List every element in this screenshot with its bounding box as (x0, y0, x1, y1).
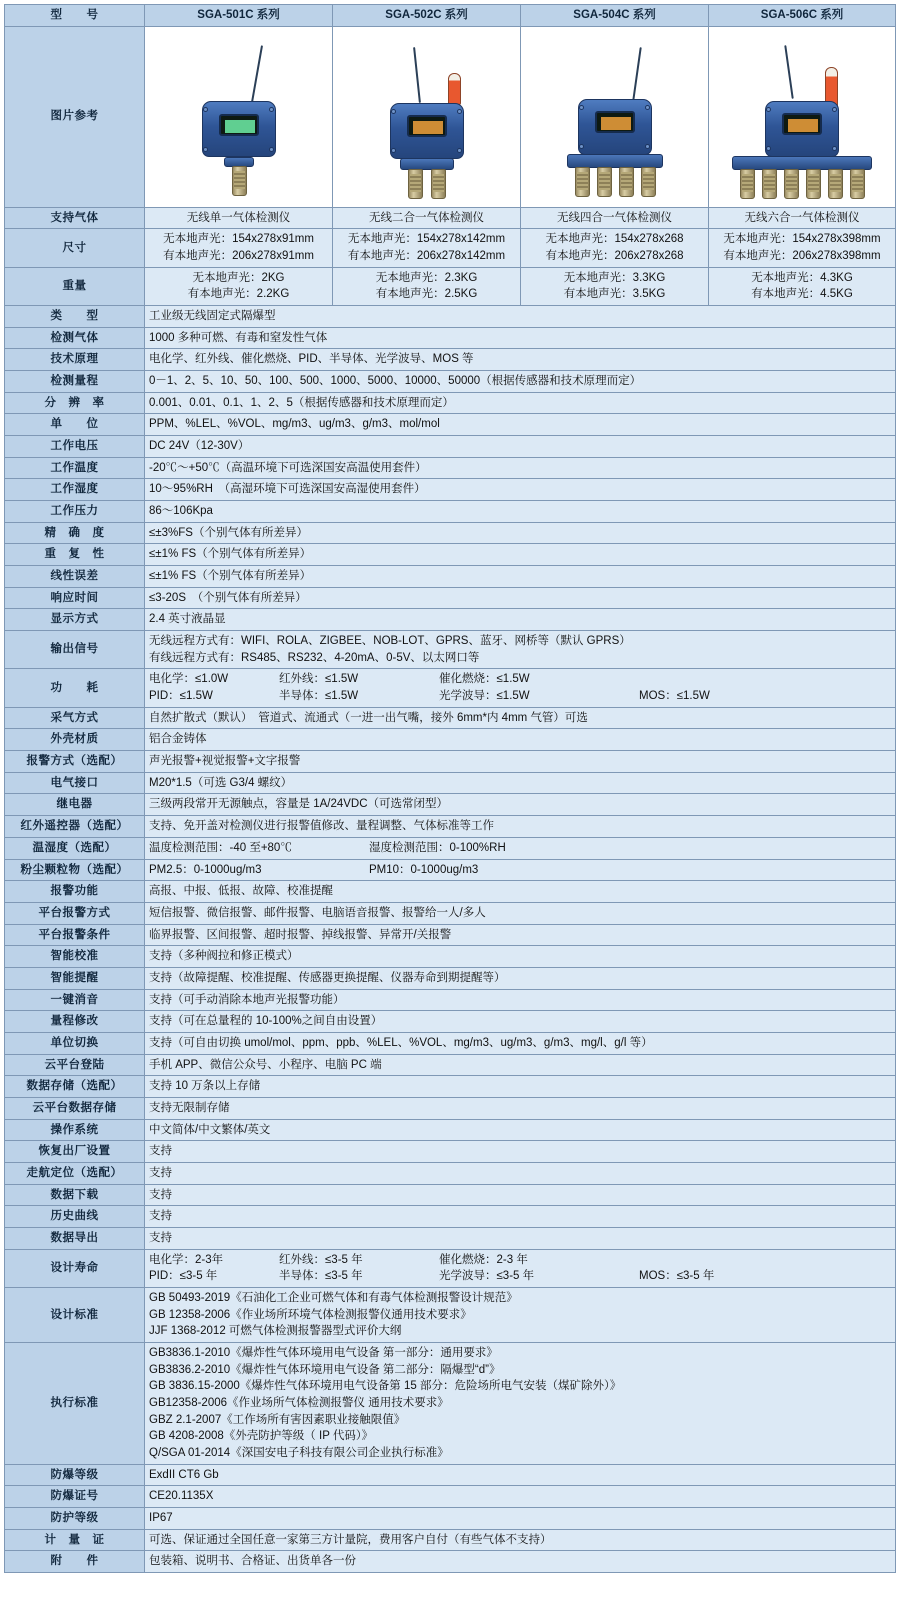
table-row-operating-system (5, 1119, 896, 1141)
cell-housing-material: 铝合金铸体 (145, 729, 896, 751)
row-label-weight: 重量 (5, 267, 145, 305)
size-4-with-local-alarm: 有本地声光：206x278x398mm (723, 250, 881, 263)
table-row-display (5, 609, 896, 631)
table-row-image-reference (5, 26, 896, 207)
table-row-pressure (5, 501, 896, 523)
cell-unit: PPM、%LEL、%VOL、mg/m3、ug/m3、g/m3、mol/mol (145, 414, 896, 436)
table-row-platform-alarm-mode (5, 902, 896, 924)
table-row-unit-switch (5, 1032, 896, 1054)
life-mos: MOS：≤3-5 年 (639, 1270, 715, 1283)
cell-weight-2 (333, 267, 521, 305)
row-label-dust-option: 粉尘颗粒物（选配） (5, 859, 145, 881)
cell-accuracy: ≤±3%FS（个别气体有所差异） (145, 522, 896, 544)
table-row-dust-option (5, 859, 896, 881)
row-label-pressure: 工作压力 (5, 501, 145, 523)
row-label-repeatability: 重 复 性 (5, 544, 145, 566)
row-label-unit-switch: 单位切换 (5, 1032, 145, 1054)
row-label-voltage: 工作电压 (5, 436, 145, 458)
row-label-range-modification: 量程修改 (5, 1011, 145, 1033)
row-label-size: 尺寸 (5, 229, 145, 267)
cell-response-time: ≤3-20S （个别气体有所差异） (145, 587, 896, 609)
row-label-accessories: 附 件 (5, 1551, 145, 1573)
cell-output-signal (145, 631, 896, 669)
row-label: 型 号 (5, 5, 145, 27)
table-row-temp-humidity-option (5, 837, 896, 859)
cell-ip-rating: IP67 (145, 1508, 896, 1530)
table-row-linearity (5, 566, 896, 588)
table-row-supported-gas (5, 207, 896, 229)
row-label-execution-standards: 执行标准 (5, 1342, 145, 1464)
cell-resolution: 0.001、0.01、0.1、1、2、5（根据传感器和技术原理而定） (145, 392, 896, 414)
row-label-ir-remote: 红外遥控器（选配） (5, 816, 145, 838)
row-label-range: 检测量程 (5, 371, 145, 393)
row-label-ex-rating: 防爆等级 (5, 1464, 145, 1486)
life-catalytic: 催化燃烧：2-3 年 (439, 1253, 528, 1266)
table-row-smart-calibration (5, 946, 896, 968)
row-label-housing-material: 外壳材质 (5, 729, 145, 751)
cell-range-modification: 支持（可在总量程的 10-100%之间自由设置） (145, 1011, 896, 1033)
size-4-no-local-alarm: 无本地声光：154x278x398mm (723, 233, 881, 246)
table-row-ir-remote (5, 816, 896, 838)
table-row-alarm-functions (5, 881, 896, 903)
cell-smart-calibration: 支持（多种阀拉和修正模式） (145, 946, 896, 968)
row-label-smart-reminder: 智能提醒 (5, 967, 145, 989)
cell-weight-4 (709, 267, 896, 305)
temp-range: 温度检测范围：-40 至+80℃ (149, 841, 292, 854)
row-label-resolution: 分 辨 率 (5, 392, 145, 414)
cell-platform-alarm-mode: 短信报警、微信报警、邮件报警、电脑语音报警、报警给一人/多人 (145, 902, 896, 924)
execution-standard-line: GB3836.2-2010《爆炸性气体环境用电气设备 第二部分：隔爆型“d”》 (149, 1363, 501, 1376)
cell-platform-alarm-conditions: 临界报警、区间报警、超时报警、掉线报警、异常开/关报警 (145, 924, 896, 946)
weight-3-with-local-alarm: 有本地声光：3.5KG (563, 288, 666, 301)
table-row-humidity (5, 479, 896, 501)
table-row-one-key-mute (5, 989, 896, 1011)
row-label-electrical-interface: 电气接口 (5, 772, 145, 794)
execution-standard-line: GB3836.1-2010《爆炸性气体环境用电气设备 第一部分：通用要求》 (149, 1346, 498, 1359)
table-row-platform-alarm-conditions (5, 924, 896, 946)
product-image-single-gas-detector (145, 26, 333, 207)
cell-design-life (145, 1249, 896, 1287)
cell-display: 2.4 英寸液晶显 (145, 609, 896, 631)
life-pid: PID：≤3-5 年 (149, 1270, 218, 1283)
cell-metrology-certificate: 可选、保证通过全国任意一家第三方计量院，费用客户自付（有些气体不支持） (145, 1529, 896, 1551)
power-mos: MOS：≤1.5W (639, 690, 710, 703)
table-row-history-curve (5, 1206, 896, 1228)
cell-history-curve: 支持 (145, 1206, 896, 1228)
life-semiconductor: 半导体：≤3-5 年 (279, 1270, 363, 1283)
table-row-mobile-positioning (5, 1162, 896, 1184)
cell-supported-gas-2: 无线二合一气体检测仪 (333, 207, 521, 229)
row-label-type: 类 型 (5, 306, 145, 328)
cell-design-standards (145, 1287, 896, 1342)
power-optical-waveguide: 光学波导：≤1.5W (439, 690, 530, 703)
table-row-accessories (5, 1551, 896, 1573)
row-label-technology: 技术原理 (5, 349, 145, 371)
cell-power-consumption (145, 669, 896, 707)
table-row-data-export (5, 1227, 896, 1249)
cell-detected-gas: 1000 多种可燃、有毒和窒发性气体 (145, 327, 896, 349)
row-label-image-reference: 图片参考 (5, 26, 145, 207)
row-label-linearity: 线性误差 (5, 566, 145, 588)
table-row-output-signal (5, 631, 896, 669)
table-row-factory-reset (5, 1141, 896, 1163)
cell-sampling: 自然扩散式（默认） 管道式、流通式（一进一出气嘴，接外 6mm*内 4mm 气管）可选 (145, 707, 896, 729)
row-label-detected-gas: 检测气体 (5, 327, 145, 349)
table-row-model-header (5, 5, 896, 27)
cell-dust-option (145, 859, 896, 881)
cell-size-4 (709, 229, 896, 267)
size-3-with-local-alarm: 有本地声光：206x278x268 (545, 250, 684, 263)
weight-1-no-local-alarm: 无本地声光：2KG (192, 271, 285, 284)
product-image-six-gas-detector (709, 26, 896, 207)
output-signal-wireless: 无线远程方式有：WIFI、ROLA、ZIGBEE、NOB-LOT、GPRS、蓝牙、网桥等（默认 GPRS） (149, 635, 631, 648)
weight-4-with-local-alarm: 有本地声光：4.5KG (751, 288, 853, 301)
size-2-no-local-alarm: 无本地声光：154x278x142mm (347, 233, 506, 246)
table-row-ip-rating (5, 1508, 896, 1530)
row-label-unit: 单 位 (5, 414, 145, 436)
cell-data-storage: 支持 10 万条以上存储 (145, 1076, 896, 1098)
design-life-line-2 (149, 1268, 891, 1285)
table-row-size (5, 229, 896, 267)
size-2-with-local-alarm: 有本地声光：206x278x142mm (347, 250, 506, 263)
power-infrared: 红外线：≤1.5W (279, 673, 359, 686)
cell-linearity: ≤±1% FS（个别气体有所差异） (145, 566, 896, 588)
row-label-data-storage: 数据存储（选配） (5, 1076, 145, 1098)
cell-relay: 三级两段常开无源触点，容量是 1A/24VDC（可选常闭型） (145, 794, 896, 816)
cell-voltage: DC 24V（12-30V） (145, 436, 896, 458)
cell-size-3 (521, 229, 709, 267)
design-standard-line: JJF 1368-2012 可燃气体检测报警器型式评价大纲 (149, 1325, 402, 1338)
cell-data-download: 支持 (145, 1184, 896, 1206)
table-row-cloud-storage (5, 1097, 896, 1119)
model-header-4: SGA-506C 系列 (709, 5, 896, 27)
cell-smart-reminder: 支持（故障提醒、校准提醒、传感器更换提醒、仪器寿命到期提醒等） (145, 967, 896, 989)
output-signal-wired: 有线远程方式有：RS485、RS232、4-20mA、0-5V、以太网口等 (149, 651, 480, 664)
row-label-temp-humidity-option: 温湿度（选配） (5, 837, 145, 859)
life-optical-waveguide: 光学波导：≤3-5 年 (439, 1270, 535, 1283)
table-row-design-life (5, 1249, 896, 1287)
row-label-sampling: 采气方式 (5, 707, 145, 729)
cell-alarm-mode: 声光报警+视觉报警+文字报警 (145, 751, 896, 773)
row-label-alarm-mode: 报警方式（选配） (5, 751, 145, 773)
size-1-no-local-alarm: 无本地声光：154x278x91mm (163, 233, 314, 246)
power-semiconductor: 半导体：≤1.5W (279, 690, 359, 703)
row-label-relay: 继电器 (5, 794, 145, 816)
table-row-metrology-certificate (5, 1529, 896, 1551)
cell-weight-1 (145, 267, 333, 305)
execution-standard-line: GBZ 2.1-2007《工作场所有害因素职业接触限值》 (149, 1413, 406, 1426)
table-row-alarm-mode (5, 751, 896, 773)
row-label-output-signal: 输出信号 (5, 631, 145, 669)
cell-factory-reset: 支持 (145, 1141, 896, 1163)
power-line-1 (149, 671, 891, 688)
table-row-smart-reminder (5, 967, 896, 989)
model-header-1: SGA-501C 系列 (145, 5, 333, 27)
cell-operating-system: 中文简体/中文繁体/英文 (145, 1119, 896, 1141)
cell-accessories: 包装箱、说明书、合格证、出货单各一份 (145, 1551, 896, 1573)
cell-one-key-mute: 支持（可手动消除本地声光报警功能） (145, 989, 896, 1011)
row-label-history-curve: 历史曲线 (5, 1206, 145, 1228)
humidity-range: 湿度检测范围：0-100%RH (369, 841, 506, 854)
table-row-ex-certificate (5, 1486, 896, 1508)
cell-data-export: 支持 (145, 1227, 896, 1249)
row-label-humidity: 工作湿度 (5, 479, 145, 501)
table-row-sampling (5, 707, 896, 729)
cell-temp-humidity-option (145, 837, 896, 859)
table-row-housing-material (5, 729, 896, 751)
table-row-design-standards (5, 1287, 896, 1342)
pm25-range: PM2.5：0-1000ug/m3 (149, 863, 262, 876)
cell-unit-switch: 支持（可自由切换 umol/mol、ppm、ppb、%LEL、%VOL、mg/m3、ug/m3、g/m3、mg/l、g/l 等） (145, 1032, 896, 1054)
table-row-ex-rating (5, 1464, 896, 1486)
weight-2-no-local-alarm: 无本地声光：2.3KG (375, 271, 478, 284)
cell-technology: 电化学、红外线、催化燃烧、PID、半导体、光学波导、MOS 等 (145, 349, 896, 371)
cell-pressure: 86～106Kpa (145, 501, 896, 523)
model-header-2: SGA-502C 系列 (333, 5, 521, 27)
cell-execution-standards (145, 1342, 896, 1464)
execution-standard-line: GB12358-2006《作业场所气体检测报警仪 通用技术要求》 (149, 1396, 449, 1409)
cell-supported-gas-3: 无线四合一气体检测仪 (521, 207, 709, 229)
cell-weight-3 (521, 267, 709, 305)
cell-ir-remote: 支持、免开盖对检测仪进行报警值修改、量程调整、气体标准等工作 (145, 816, 896, 838)
row-label-design-life: 设计寿命 (5, 1249, 145, 1287)
table-row-repeatability (5, 544, 896, 566)
product-image-dual-gas-detector (333, 26, 521, 207)
power-line-2 (149, 688, 891, 705)
row-label-supported-gas: 支持气体 (5, 207, 145, 229)
design-standard-line: GB 50493-2019《石油化工企业可燃气体和有毒气体检测报警设计规范》 (149, 1291, 518, 1304)
row-label-temperature: 工作温度 (5, 457, 145, 479)
spec-table-body (5, 5, 896, 1573)
row-label-design-standards: 设计标准 (5, 1287, 145, 1342)
product-spec-table (4, 4, 896, 1573)
row-label-cloud-login: 云平台登陆 (5, 1054, 145, 1076)
cell-type: 工业级无线固定式隔爆型 (145, 306, 896, 328)
table-row-data-download (5, 1184, 896, 1206)
row-label-response-time: 响应时间 (5, 587, 145, 609)
row-label-platform-alarm-conditions: 平台报警条件 (5, 924, 145, 946)
table-row-data-storage (5, 1076, 896, 1098)
table-row-range (5, 371, 896, 393)
pm10-range: PM10：0-1000ug/m3 (369, 863, 479, 876)
life-infrared: 红外线：≤3-5 年 (279, 1253, 363, 1266)
execution-standard-line: GB 3836.15-2000《爆炸性气体环境用电气设备第 15 部分：危险场所电气安装（煤矿除外）》 (149, 1380, 622, 1393)
cell-electrical-interface: M20*1.5（可选 G3/4 螺纹） (145, 772, 896, 794)
cell-cloud-login: 手机 APP、微信公众号、小程序、电脑 PC 端 (145, 1054, 896, 1076)
size-3-no-local-alarm: 无本地声光：154x278x268 (545, 233, 684, 246)
table-row-voltage (5, 436, 896, 458)
cell-ex-rating: ExdII CT6 Gb (145, 1464, 896, 1486)
cell-repeatability: ≤±1% FS（个别气体有所差异） (145, 544, 896, 566)
cell-mobile-positioning: 支持 (145, 1162, 896, 1184)
table-row-power-consumption (5, 669, 896, 707)
row-label-power-consumption: 功 耗 (5, 669, 145, 707)
product-image-four-gas-detector (521, 26, 709, 207)
weight-4-no-local-alarm: 无本地声光：4.3KG (751, 271, 853, 284)
design-standard-line: GB 12358-2006《作业场所环境气体检测报警仪通用技术要求》 (149, 1308, 472, 1321)
row-label-metrology-certificate: 计 量 证 (5, 1529, 145, 1551)
model-header-3: SGA-504C 系列 (521, 5, 709, 27)
life-electrochemical: 电化学：2-3年 (149, 1253, 224, 1266)
execution-standard-line: GB 4208-2008《外壳防护等级（ IP 代码）》 (149, 1430, 374, 1443)
design-life-line-1 (149, 1252, 891, 1269)
row-label-operating-system: 操作系统 (5, 1119, 145, 1141)
table-row-resolution (5, 392, 896, 414)
cell-supported-gas-4: 无线六合一气体检测仪 (709, 207, 896, 229)
cell-alarm-functions: 高报、中报、低报、故障、校准提醒 (145, 881, 896, 903)
row-label-ex-certificate: 防爆证号 (5, 1486, 145, 1508)
cell-size-2 (333, 229, 521, 267)
cell-range: 0－1、2、5、10、50、100、500、1000、5000、10000、50000（根据传感器和技术原理而定） (145, 371, 896, 393)
execution-standard-line: Q/SGA 01-2014《深国安电子科技有限公司企业执行标准》 (149, 1446, 449, 1459)
power-catalytic: 催化燃烧：≤1.5W (439, 673, 530, 686)
cell-ex-certificate: CE20.1135X (145, 1486, 896, 1508)
row-label-display: 显示方式 (5, 609, 145, 631)
table-row-accuracy (5, 522, 896, 544)
row-label-data-export: 数据导出 (5, 1227, 145, 1249)
row-label-alarm-functions: 报警功能 (5, 881, 145, 903)
table-row-unit (5, 414, 896, 436)
cell-cloud-storage: 支持无限制存储 (145, 1097, 896, 1119)
row-label-factory-reset: 恢复出厂设置 (5, 1141, 145, 1163)
table-row-type (5, 306, 896, 328)
table-row-execution-standards (5, 1342, 896, 1464)
power-pid: PID：≤1.5W (149, 690, 213, 703)
table-row-response-time (5, 587, 896, 609)
cell-size-1 (145, 229, 333, 267)
cell-temperature: -20℃～+50℃（高温环境下可选深国安高温使用套件） (145, 457, 896, 479)
row-label-platform-alarm-mode: 平台报警方式 (5, 902, 145, 924)
row-label-one-key-mute: 一键消音 (5, 989, 145, 1011)
table-row-detected-gas (5, 327, 896, 349)
power-electrochemical: 电化学：≤1.0W (149, 673, 229, 686)
weight-2-with-local-alarm: 有本地声光：2.5KG (375, 288, 478, 301)
table-row-range-modification (5, 1011, 896, 1033)
weight-1-with-local-alarm: 有本地声光：2.2KG (187, 288, 290, 301)
row-label-accuracy: 精 确 度 (5, 522, 145, 544)
cell-humidity: 10～95%RH （高湿环境下可选深国安高湿使用套件） (145, 479, 896, 501)
cell-supported-gas-1: 无线单一气体检测仪 (145, 207, 333, 229)
table-row-technology (5, 349, 896, 371)
row-label-mobile-positioning: 走航定位（选配） (5, 1162, 145, 1184)
weight-3-no-local-alarm: 无本地声光：3.3KG (563, 271, 666, 284)
row-label-ip-rating: 防护等级 (5, 1508, 145, 1530)
size-1-with-local-alarm: 有本地声光：206x278x91mm (163, 250, 314, 263)
row-label-data-download: 数据下载 (5, 1184, 145, 1206)
table-row-temperature (5, 457, 896, 479)
table-row-relay (5, 794, 896, 816)
row-label-smart-calibration: 智能校准 (5, 946, 145, 968)
row-label-cloud-storage: 云平台数据存储 (5, 1097, 145, 1119)
table-row-electrical-interface (5, 772, 896, 794)
table-row-cloud-login (5, 1054, 896, 1076)
table-row-weight (5, 267, 896, 305)
